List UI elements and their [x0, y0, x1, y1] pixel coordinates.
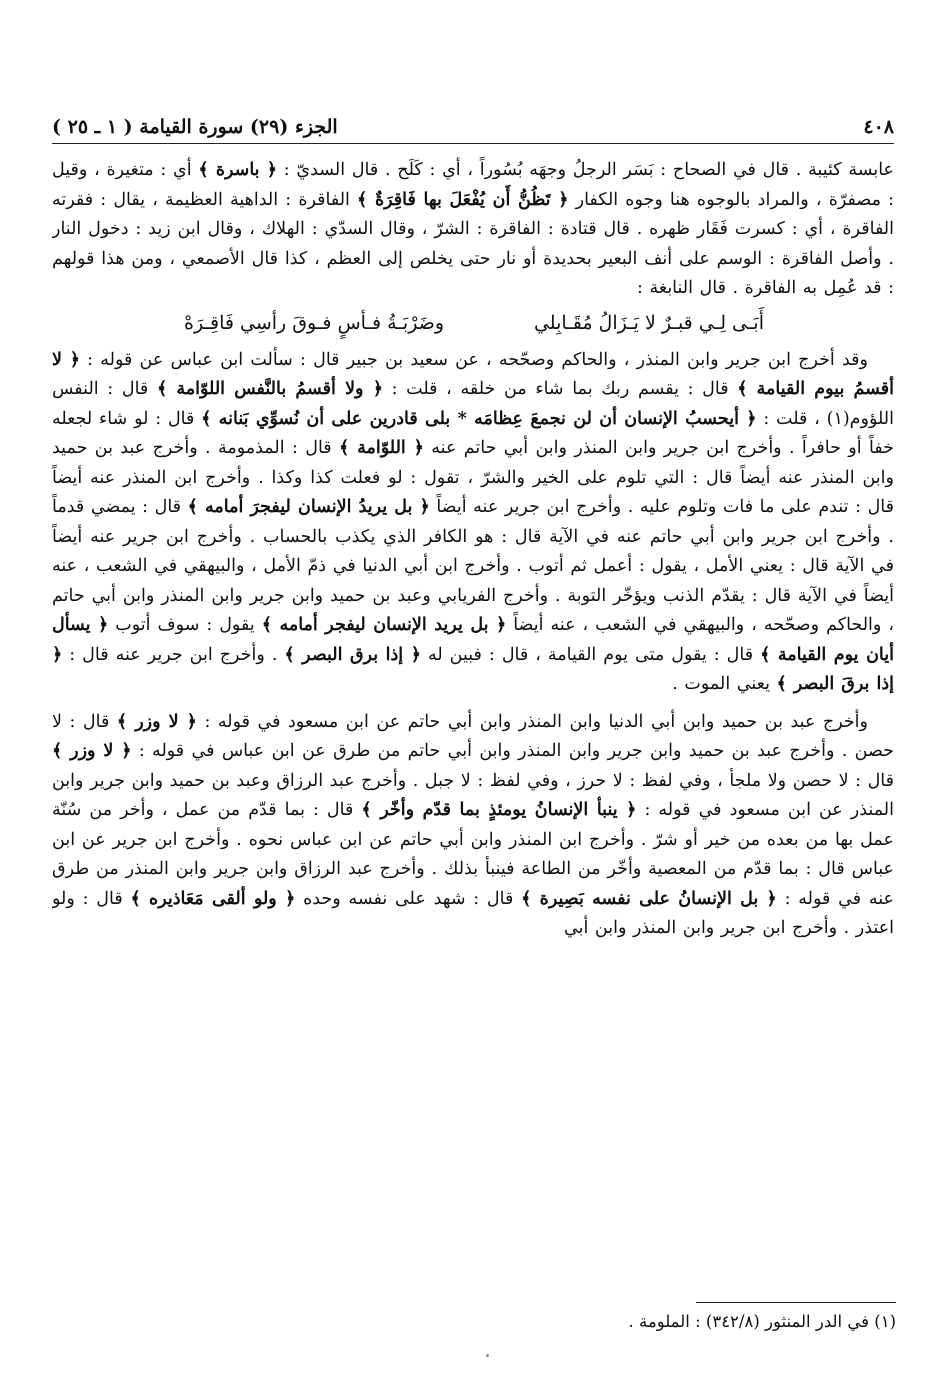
paragraph-2: [52, 346, 894, 700]
quran-quote: ﴿ أيحسبُ الإنسان أن لن نجمعَ عِظامَه * بلى قادرين على أن نُسوِّي بَنانه ﴾: [201, 408, 757, 429]
text-run: قال : يقسم ربك بما شاء من خلقه ، قلت :: [382, 379, 738, 399]
quran-quote: ﴿ باسرة ﴾: [198, 160, 278, 180]
page-mark: [486, 1354, 489, 1357]
paragraph-3: [52, 708, 894, 944]
text-run: قال : يمضي قدماً . وأخرج ابن جرير وابن أبي حاتم عنه في الآية قال : هو الكافر الذي يكذب بالحساب . وأخرج ابن جرير عنه أيضاً في الآية قال : يعني الأمل ، يقول : أعمل ثم أتوب . وأخرج ابن أبي الدنيا في ذمّ الأمل ، والبيهقي في الشعب ، عنه أيضاً في الآية قال : يقدّم الذنب ويؤخّر التوبة . وأخرج الفريابي وعبد بن حميد وابن جرير وابن المنذر وابن أبي حاتم ، والحاكم وصحّحه ، والبيهقي في الشعب ، عنه أيضاً: [52, 497, 894, 635]
text-run: أي : متغيرة ، وقيل : مصفرّة ، والمراد بالوجوه هنا وجوه الكفار: [52, 160, 894, 210]
text-run: وأخرج عبد بن حميد وابن أبي الدنيا وابن المنذر وابن أبي حاتم عن ابن مسعود في قوله :: [196, 711, 868, 732]
text-run: قال : النفس اللؤوم(١) ، قلت :: [52, 379, 894, 429]
text-run: قال : المذمومة . وأخرج عبد بن حميد وابن المنذر عنه أيضاً قال : التي تلوم على الخير والشرّ ، تقول : لو فعلت كذا وكذا . وأخرج ابن المنذر عنه أيضاً قال : تندم على ما فات وتلوم عليه . وأخرج ابن جرير عنه أيضاً: [52, 438, 894, 517]
text-run: قال : شهد على نفسه وحده: [295, 888, 522, 909]
quran-quote: ﴿ إذا برقَ البصر ﴾: [52, 644, 894, 694]
text-run: قال : لو شاء لجعله خفاً أو حافراً . وأخرج ابن جرير وابن المنذر وابن أبي حاتم عنه: [52, 408, 894, 458]
text-run: وقد أخرج ابن جرير وابن المنذر ، والحاكم وصحّحه ، عن سعيد بن جبير قال : سألت ابن عباس عن قوله :: [79, 349, 868, 370]
text-run: قال : لا حصن ولا ملجأ ، وفي لفظ : لا حرز ، وفي لفظ : لا جبل . وأخرج عبد الرزاق وعبد بن حميد وابن جرير وابن المنذر عن ابن مسعود في قوله :: [52, 770, 894, 820]
quran-quote: ﴿ بل الإنسانُ على نفسه بَصِيرة ﴾: [521, 888, 777, 909]
page-number: ٤٠٨: [863, 116, 894, 138]
text-run: قال : ولو اعتذر . وأخرج ابن جرير وابن المنذر وابن أبي: [52, 888, 894, 938]
poem-hemistich-1: أَبَـى لِـي قبـرٌ لا يَـزَالُ مُقَـابِلي: [533, 311, 764, 334]
header-rule: [52, 143, 894, 144]
quran-quote: ﴿ ينبأ الإنسانُ يومئذٍ بما قدّم وأخّر ﴾: [361, 800, 637, 820]
quran-quote: ﴿ ولا أقسمُ بالنَّفس اللوّامة ﴾: [156, 379, 383, 399]
page-body: [52, 156, 894, 1296]
running-header: [52, 112, 894, 144]
quran-quote: ﴿ ولو ألقى مَعَاذيره ﴾: [130, 888, 296, 909]
text-run: . وأخرج ابن جرير عنه قال :: [62, 644, 285, 665]
text-run: عابسة كئيبة . قال في الصحاح : بَسَر الرجلُ وجهَه بُسُوراً ، أي : كَلَح . قال السديّ :: [277, 160, 894, 180]
quran-quote: ﴿ يسأل أيان يوم القيامة ﴾: [52, 615, 894, 665]
quran-quote: ﴿ اللوّامة ﴾: [339, 438, 424, 458]
quran-quote: ﴿ لا أقسمُ بيوم القيامة ﴾: [52, 349, 894, 399]
quran-quote: ﴿ إذا برق البصر ﴾: [284, 644, 421, 665]
running-title: الجزء (٢٩) سورة القيامة ( ١ ـ ٢٥ ): [52, 116, 338, 138]
poem-hemistich-2: وضَرْبَـةُ فـأسٍ فـوقَ رأسِي فَاقِـرَهْ: [184, 311, 444, 334]
paragraph-1: [52, 156, 894, 304]
text-run: يقول : سوف أتوب: [108, 615, 262, 635]
poem-verse: [52, 304, 894, 346]
text-run: الفاقرة : الداهية العظيمة ، يقال : فقرته الفاقرة ، أي : كسرت فَقَار ظهره . قال قتادة : الفاقرة : الشرّ ، وقال السدّي : الهلاك ، وقال ابن زيد : دخول النار . وأصل الفاقرة : الوسم على أنف البعير بحديدة أو نار حتى يخلص إلى العظم ، كذا قال الأصمعي ، ومن هذا قولهم : قد عُمِل به الفاقرة . قال النابغة :: [52, 189, 894, 298]
footnote-rule: [696, 1302, 896, 1303]
text-run: قال : يقول متى يوم القيامة ، قال : فبين له: [420, 644, 761, 665]
quran-quote: ﴿ تَظُنُّ أَن يُفْعَلَ بها فَاقِرَةٌ ﴾: [357, 189, 569, 210]
quran-quote: ﴿ لا وزر ﴾: [52, 741, 132, 761]
quran-quote: ﴿ لا وزر ﴾: [116, 711, 197, 732]
footnote: (١) في الدر المنثور (٣٤٢/٨) : الملومة .: [628, 1312, 896, 1331]
text-run: يعني الموت .: [672, 674, 777, 694]
quran-quote: ﴿ بل يريدُ الإنسان ليفجرَ أمامه ﴾: [187, 497, 430, 517]
quran-quote: ﴿ بل يريد الإنسان ليفجر أمامه ﴾: [261, 615, 507, 635]
text-run: قال : لا حصن . وأخرج عبد بن حميد وابن جرير وابن المنذر وابن أبي حاتم من طرق عن ابن عباس في قوله :: [52, 711, 894, 761]
text-run: قال : بما قدّم من عمل ، وأخر من سُنّة عمل بها من بعده من خير أو شرّ . وأخرج ابن المنذر وابن أبي حاتم عن ابن عباس نحوه . وأخرج ابن جرير عن ابن عباس قال : بما قدّم من المعصية وأخّر من الطاعة فينبأ بذلك . وأخرج عبد الرزاق وابن جرير وابن المنذر من طرق عنه في قوله :: [52, 800, 894, 909]
